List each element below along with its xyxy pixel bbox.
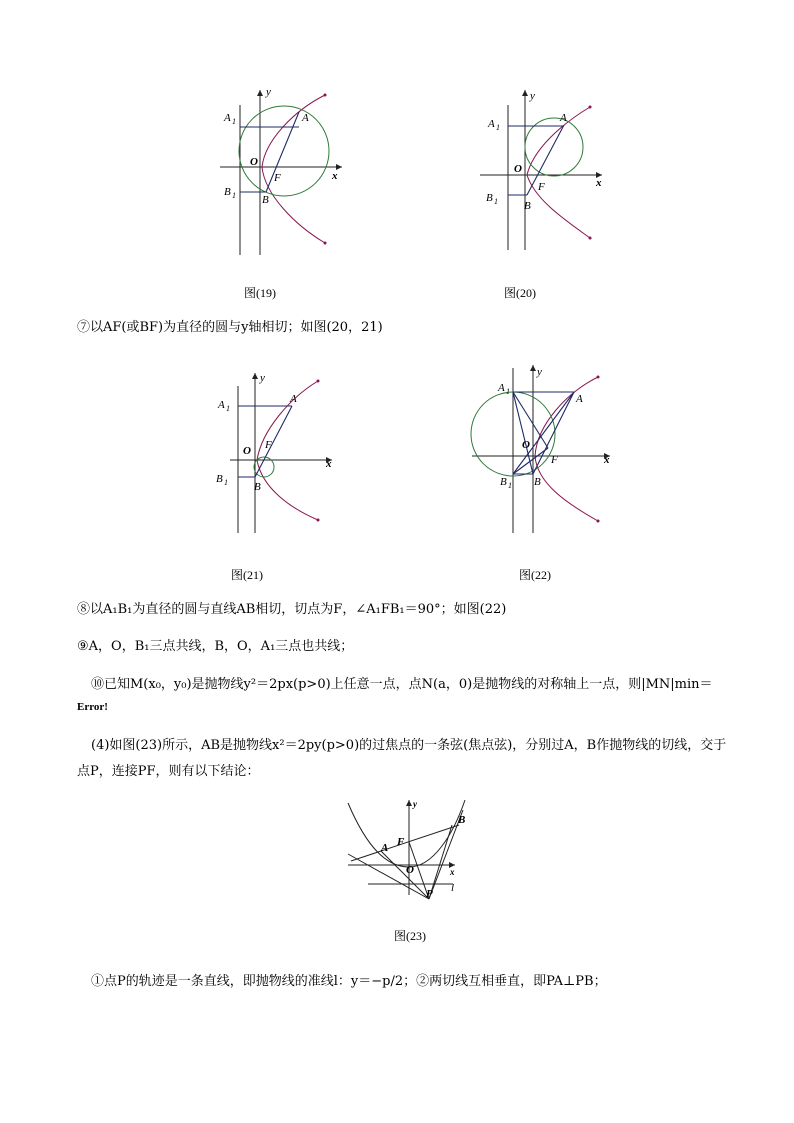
error-text: Error! <box>77 701 108 713</box>
svg-text:O: O <box>522 439 530 451</box>
svg-text:1: 1 <box>232 191 236 200</box>
figure-21 <box>210 368 350 538</box>
svg-text:y: y <box>537 366 542 378</box>
label-b1: B <box>224 186 231 198</box>
label-y: y <box>266 86 271 98</box>
svg-text:1: 1 <box>232 117 236 126</box>
svg-text:B: B <box>534 476 541 488</box>
svg-text:A: A <box>576 393 583 405</box>
figure-23 <box>343 795 473 905</box>
label-l: l <box>451 882 455 894</box>
caption-fig20: 图(20) <box>504 286 536 300</box>
svg-text:B: B <box>500 476 507 488</box>
svg-text:B: B <box>254 481 261 493</box>
paragraph-10: ⑩已知M(x₀，y₀)是抛物线y²＝2px(p>0)上任意一点，点N(a，0)是抛物线的对称轴上一点，则|MN|min＝ <box>91 677 713 692</box>
svg-text:x: x <box>596 177 602 189</box>
label-f: F <box>274 172 281 184</box>
svg-text:y: y <box>530 90 535 102</box>
label-f: F <box>397 836 405 848</box>
svg-text:B: B <box>486 192 493 204</box>
label-b: B <box>458 814 466 826</box>
paragraph-8: ⑧以A₁B₁为直径的圆与直线AB相切，切点为F，∠A₁FB₁＝90°；如图(22) <box>77 602 507 617</box>
svg-text:x: x <box>326 458 332 470</box>
svg-text:F: F <box>551 454 558 466</box>
caption-fig23: 图(23) <box>394 929 426 943</box>
svg-text:A: A <box>560 112 567 124</box>
svg-text:A: A <box>488 118 495 130</box>
label-p: P <box>426 888 433 900</box>
svg-text:y: y <box>260 372 265 384</box>
svg-text:1: 1 <box>506 387 510 396</box>
svg-text:1: 1 <box>224 478 228 487</box>
svg-text:1: 1 <box>508 481 512 490</box>
label-o: O <box>250 156 258 168</box>
circle <box>525 118 583 176</box>
svg-text:B: B <box>216 473 223 485</box>
label-a1: A <box>224 112 231 124</box>
svg-text:1: 1 <box>496 123 500 132</box>
svg-text:A: A <box>290 393 297 405</box>
label-x: x <box>332 170 338 182</box>
svg-text:x: x <box>604 454 610 466</box>
caption-fig21: 图(21) <box>231 568 263 582</box>
svg-text:B: B <box>524 200 531 212</box>
circle <box>239 106 329 196</box>
svg-text:A: A <box>218 399 225 411</box>
svg-text:A: A <box>498 382 505 394</box>
figure-22 <box>470 363 620 538</box>
parabola <box>262 95 325 243</box>
label-b: B <box>262 194 269 206</box>
svg-text:1: 1 <box>494 197 498 206</box>
svg-text:O: O <box>243 445 251 457</box>
label-a: A <box>381 842 389 854</box>
label-o: O <box>406 864 414 876</box>
paragraph-9: ⑨A，O，B₁三点共线，B，O，A₁三点也共线； <box>77 639 354 654</box>
paragraph-7: ⑦以AF(或BF)为直径的圆与y轴相切；如图(20，21) <box>77 320 383 335</box>
figure-20 <box>480 85 620 255</box>
chord-ab <box>266 112 299 192</box>
paragraph-4: (4)如图(23)所示，AB是抛物线x²＝2py(p>0)的过焦点的一条弦(焦点弦)，分别过A，B作抛物线的切线，交于点P，连接PF，则有以下结论： <box>77 738 727 779</box>
caption-fig19: 图(19) <box>244 286 276 300</box>
svg-text:F: F <box>265 439 272 451</box>
svg-text:O: O <box>514 163 522 175</box>
parabola <box>527 107 590 238</box>
parabola <box>348 800 465 867</box>
svg-text:F: F <box>538 181 545 193</box>
svg-text:y: y <box>413 799 417 809</box>
figure-19 <box>210 85 350 265</box>
paragraph-11: ①点P的轨迹是一条直线，即抛物线的准线l：y＝−p/2；②两切线互相垂直，即PA⊥PB； <box>91 974 607 989</box>
label-a: A <box>302 112 309 124</box>
svg-text:x: x <box>450 867 455 877</box>
caption-fig22: 图(22) <box>519 568 551 582</box>
svg-text:1: 1 <box>226 404 230 413</box>
